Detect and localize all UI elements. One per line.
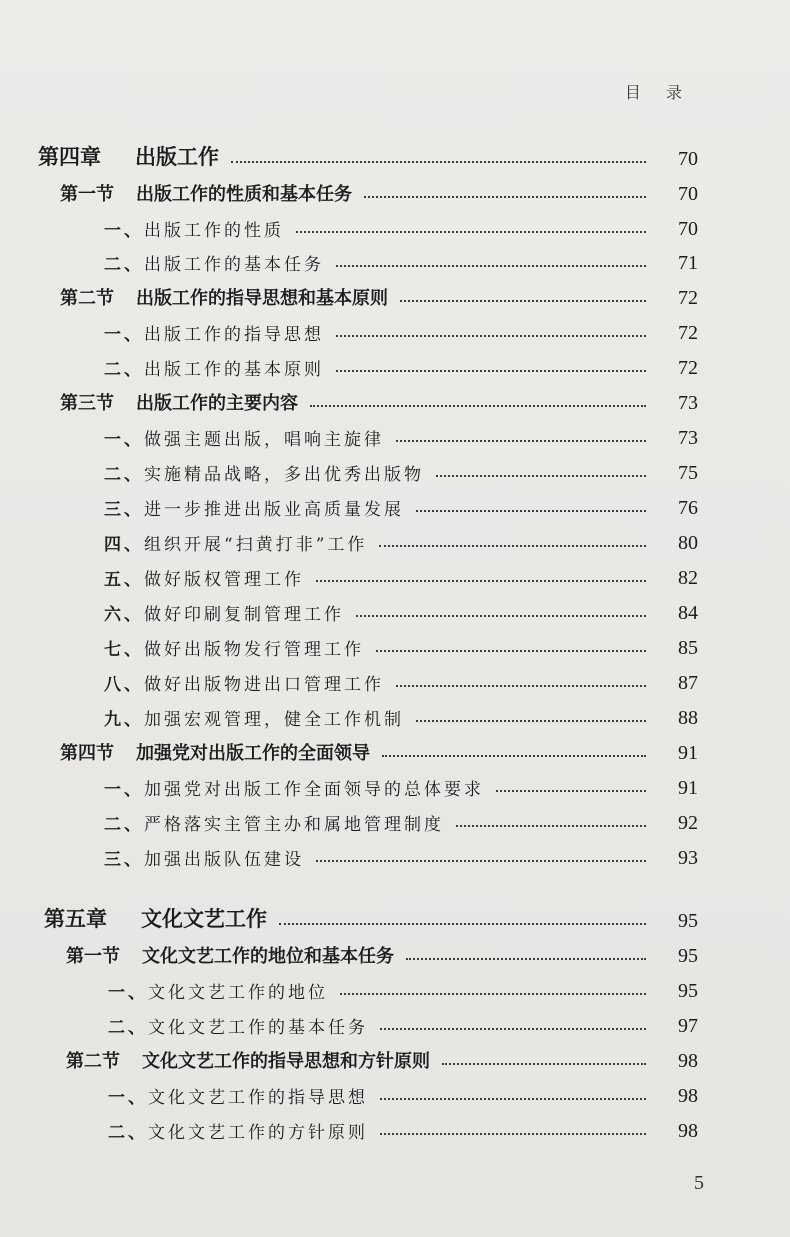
toc-entry-title: 出版工作: [135, 144, 219, 169]
toc-entry-label: [104, 320, 324, 345]
dot-leader: [364, 195, 646, 198]
toc-item-row[interactable]: [108, 1074, 698, 1108]
toc-item-row[interactable]: [104, 241, 698, 275]
toc-entry-label: [104, 670, 384, 695]
toc-item-row[interactable]: [104, 626, 698, 660]
dot-leader: [316, 579, 646, 582]
toc-entry-page: 72: [678, 357, 698, 379]
toc-entry-title: 文化文艺工作: [141, 906, 267, 931]
toc-entry-title: 做好出版物进出口管理工作: [144, 675, 384, 695]
toc-entry-number: 一、: [104, 780, 144, 800]
toc-entry-page: 76: [678, 497, 698, 519]
toc-entry-title: 加强宏观管理，健全工作机制: [144, 710, 404, 730]
page-number: 5: [694, 1172, 704, 1194]
toc-entry-title: 出版工作的主要内容: [136, 393, 298, 414]
toc-entry-title: 严格落实主管主办和属地管理制度: [144, 815, 444, 835]
toc-entry-label: [108, 1118, 368, 1143]
dot-leader: [396, 684, 646, 687]
toc-entry-title: 实施精品战略，多出优秀出版物: [144, 465, 424, 485]
toc-item-row[interactable]: [104, 661, 698, 695]
toc-entry-number: 第三节: [60, 393, 114, 414]
toc-entry-page: 98: [678, 1120, 698, 1142]
toc-entry-title: 出版工作的性质: [144, 221, 284, 241]
toc-chapter-row[interactable]: [44, 899, 698, 933]
toc-entry-label: [104, 355, 324, 380]
toc-item-row[interactable]: [104, 836, 698, 870]
toc-entry-label: [104, 565, 304, 590]
toc-entry-page: 72: [678, 287, 698, 309]
toc-entry-page: 82: [678, 567, 698, 589]
toc-entry-number: 二、: [104, 815, 144, 835]
toc-item-row[interactable]: [104, 451, 698, 485]
toc-section-row[interactable]: [60, 731, 698, 765]
toc-entry-label: [108, 978, 328, 1003]
toc-entry-label: [66, 1047, 430, 1073]
dot-leader: [380, 1132, 646, 1135]
toc-entry-page: 98: [678, 1050, 698, 1072]
dot-leader: [382, 754, 646, 757]
toc-entry-title: 文化文艺工作的指导思想和方针原则: [142, 1051, 430, 1072]
toc-entry-number: 第一节: [66, 946, 120, 967]
running-header: 目 录: [624, 83, 692, 102]
toc-item-row[interactable]: [104, 207, 698, 241]
toc-entry-title: 加强党对出版工作全面领导的总体要求: [144, 780, 484, 800]
toc-entry-page: 70: [678, 148, 698, 170]
toc-entry-page: 87: [678, 672, 698, 694]
toc-entry-number: 一、: [108, 983, 148, 1003]
toc-entry-title: 加强党对出版工作的全面领导: [136, 743, 370, 764]
dot-leader: [279, 922, 646, 925]
toc-entry-number: 一、: [104, 221, 144, 241]
toc-entry-page: 95: [678, 910, 698, 932]
toc-entry-title: 加强出版队伍建设: [144, 850, 304, 870]
toc-entry-label: [104, 216, 284, 241]
dot-leader: [379, 544, 646, 547]
toc-entry-number: 二、: [104, 255, 144, 275]
dot-leader: [340, 992, 646, 995]
dot-leader: [496, 789, 646, 792]
toc-entry-label: [60, 180, 352, 206]
toc-entry-label: [104, 425, 384, 450]
dot-leader: [231, 160, 646, 163]
toc-entry-label: [104, 775, 484, 800]
toc-entry-number: 第四节: [60, 743, 114, 764]
toc-entry-label: [104, 705, 404, 730]
toc-entry-number: 一、: [104, 325, 144, 345]
toc-entry-page: 70: [678, 218, 698, 240]
toc-entry-title: 组织开展“扫黄打非”工作: [144, 535, 368, 555]
toc-entry-number: 第五章: [44, 906, 107, 931]
toc-entry-title: 做好印刷复制管理工作: [144, 605, 344, 625]
toc-entry-title: 出版工作的性质和基本任务: [136, 184, 352, 205]
toc-item-row[interactable]: [104, 416, 698, 450]
dot-leader: [416, 719, 646, 722]
toc-item-row[interactable]: [104, 346, 698, 380]
toc-entry-title: 进一步推进出版业高质量发展: [144, 500, 404, 520]
toc-entry-label: [104, 845, 304, 870]
toc-entry-label: [104, 600, 344, 625]
dot-leader: [310, 404, 646, 407]
toc-entry-title: 做好出版物发行管理工作: [144, 640, 364, 660]
toc-entry-page: 84: [678, 602, 698, 624]
dot-leader: [456, 824, 646, 827]
toc-item-row[interactable]: [104, 556, 698, 590]
toc-entry-number: 二、: [108, 1123, 148, 1143]
toc-entry-page: 91: [678, 777, 698, 799]
toc-entry-title: 做好版权管理工作: [144, 570, 304, 590]
toc-entry-number: 第二节: [66, 1051, 120, 1072]
toc-section-row[interactable]: [60, 276, 698, 310]
toc-section-row[interactable]: [60, 172, 698, 206]
dot-leader: [296, 230, 646, 233]
toc-chapter-row[interactable]: [38, 137, 698, 171]
toc-entry-number: 六、: [104, 605, 144, 625]
dot-leader: [380, 1097, 646, 1100]
toc-entry-label: [104, 460, 424, 485]
toc-entry-number: 三、: [104, 500, 144, 520]
dot-leader: [400, 299, 646, 302]
toc-section-row[interactable]: [66, 1039, 698, 1073]
dot-leader: [336, 334, 646, 337]
toc-entry-label: [60, 284, 388, 310]
toc-entry-label: [104, 810, 444, 835]
toc-entry-number: 九、: [104, 710, 144, 730]
toc-entry-label: [104, 250, 324, 275]
toc-entry-label: [44, 903, 267, 933]
toc-entry-page: 70: [678, 183, 698, 205]
toc-item-row[interactable]: [104, 766, 698, 800]
toc-entry-number: 一、: [104, 430, 144, 450]
toc-section-row[interactable]: [66, 934, 698, 968]
toc-entry-page: 92: [678, 812, 698, 834]
dot-leader: [436, 474, 646, 477]
toc-entry-number: 第四章: [38, 144, 101, 169]
toc-entry-title: 文化文艺工作的地位和基本任务: [142, 946, 394, 967]
toc-section-row[interactable]: [60, 381, 698, 415]
toc-entry-label: [38, 141, 219, 171]
dot-leader: [406, 957, 646, 960]
toc-item-row[interactable]: [104, 521, 698, 555]
toc-entry-page: 97: [678, 1015, 698, 1037]
toc-entry-number: 五、: [104, 570, 144, 590]
toc-item-row[interactable]: [104, 311, 698, 345]
dot-leader: [442, 1062, 646, 1065]
toc-item-row[interactable]: [104, 801, 698, 835]
toc-entry-page: 85: [678, 637, 698, 659]
toc-entry-number: 二、: [104, 360, 144, 380]
toc-entry-title: 出版工作的基本原则: [144, 360, 324, 380]
toc-entry-page: 72: [678, 322, 698, 344]
toc-entry-page: 95: [678, 945, 698, 967]
toc-entry-title: 文化文艺工作的地位: [148, 983, 328, 1003]
dot-leader: [316, 859, 646, 862]
toc-entry-label: [60, 739, 370, 765]
toc-entry-title: 文化文艺工作的基本任务: [148, 1018, 368, 1038]
toc-entry-title: 文化文艺工作的方针原则: [148, 1123, 368, 1143]
dot-leader: [416, 509, 646, 512]
toc-entry-page: 88: [678, 707, 698, 729]
toc-entry-title: 做强主题出版，唱响主旋律: [144, 430, 384, 450]
toc-entry-number: 一、: [108, 1088, 148, 1108]
toc-entry-label: [66, 942, 394, 968]
dot-leader: [380, 1027, 646, 1030]
toc-entry-page: 93: [678, 847, 698, 869]
dot-leader: [356, 614, 646, 617]
dot-leader: [376, 649, 646, 652]
toc-item-row[interactable]: [108, 1109, 698, 1143]
toc-entry-number: 八、: [104, 675, 144, 695]
toc-entry-page: 80: [678, 532, 698, 554]
toc-entry-label: [104, 495, 404, 520]
dot-leader: [396, 439, 646, 442]
toc-entry-number: 第一节: [60, 184, 114, 205]
toc-entry-page: 91: [678, 742, 698, 764]
toc-entry-page: 73: [678, 392, 698, 414]
toc-entry-page: 71: [678, 252, 698, 274]
toc-entry-title: 文化文艺工作的指导思想: [148, 1088, 368, 1108]
toc-entry-number: 四、: [104, 535, 144, 555]
toc-item-row[interactable]: [104, 696, 698, 730]
toc-entry-page: 73: [678, 427, 698, 449]
toc-entry-number: 第二节: [60, 288, 114, 309]
toc-entry-page: 75: [678, 462, 698, 484]
toc-entry-number: 七、: [104, 640, 144, 660]
toc-item-row[interactable]: [108, 969, 698, 1003]
toc-item-row[interactable]: [104, 591, 698, 625]
toc-entry-number: 二、: [108, 1018, 148, 1038]
toc-entry-page: 98: [678, 1085, 698, 1107]
toc-entry-label: [108, 1013, 368, 1038]
toc-entry-number: 三、: [104, 850, 144, 870]
toc-entry-label: [104, 530, 367, 555]
toc-item-row[interactable]: [108, 1004, 698, 1038]
toc-entry-title: 出版工作的指导思想: [144, 325, 324, 345]
toc-entry-number: 二、: [104, 465, 144, 485]
toc-entry-label: [108, 1083, 368, 1108]
dot-leader: [336, 264, 646, 267]
toc-entry-title: 出版工作的基本任务: [144, 255, 324, 275]
toc-entry-page: 95: [678, 980, 698, 1002]
toc-entry-label: [60, 389, 298, 415]
toc-item-row[interactable]: [104, 486, 698, 520]
toc-entry-label: [104, 635, 364, 660]
toc-entry-title: 出版工作的指导思想和基本原则: [136, 288, 388, 309]
dot-leader: [336, 369, 646, 372]
